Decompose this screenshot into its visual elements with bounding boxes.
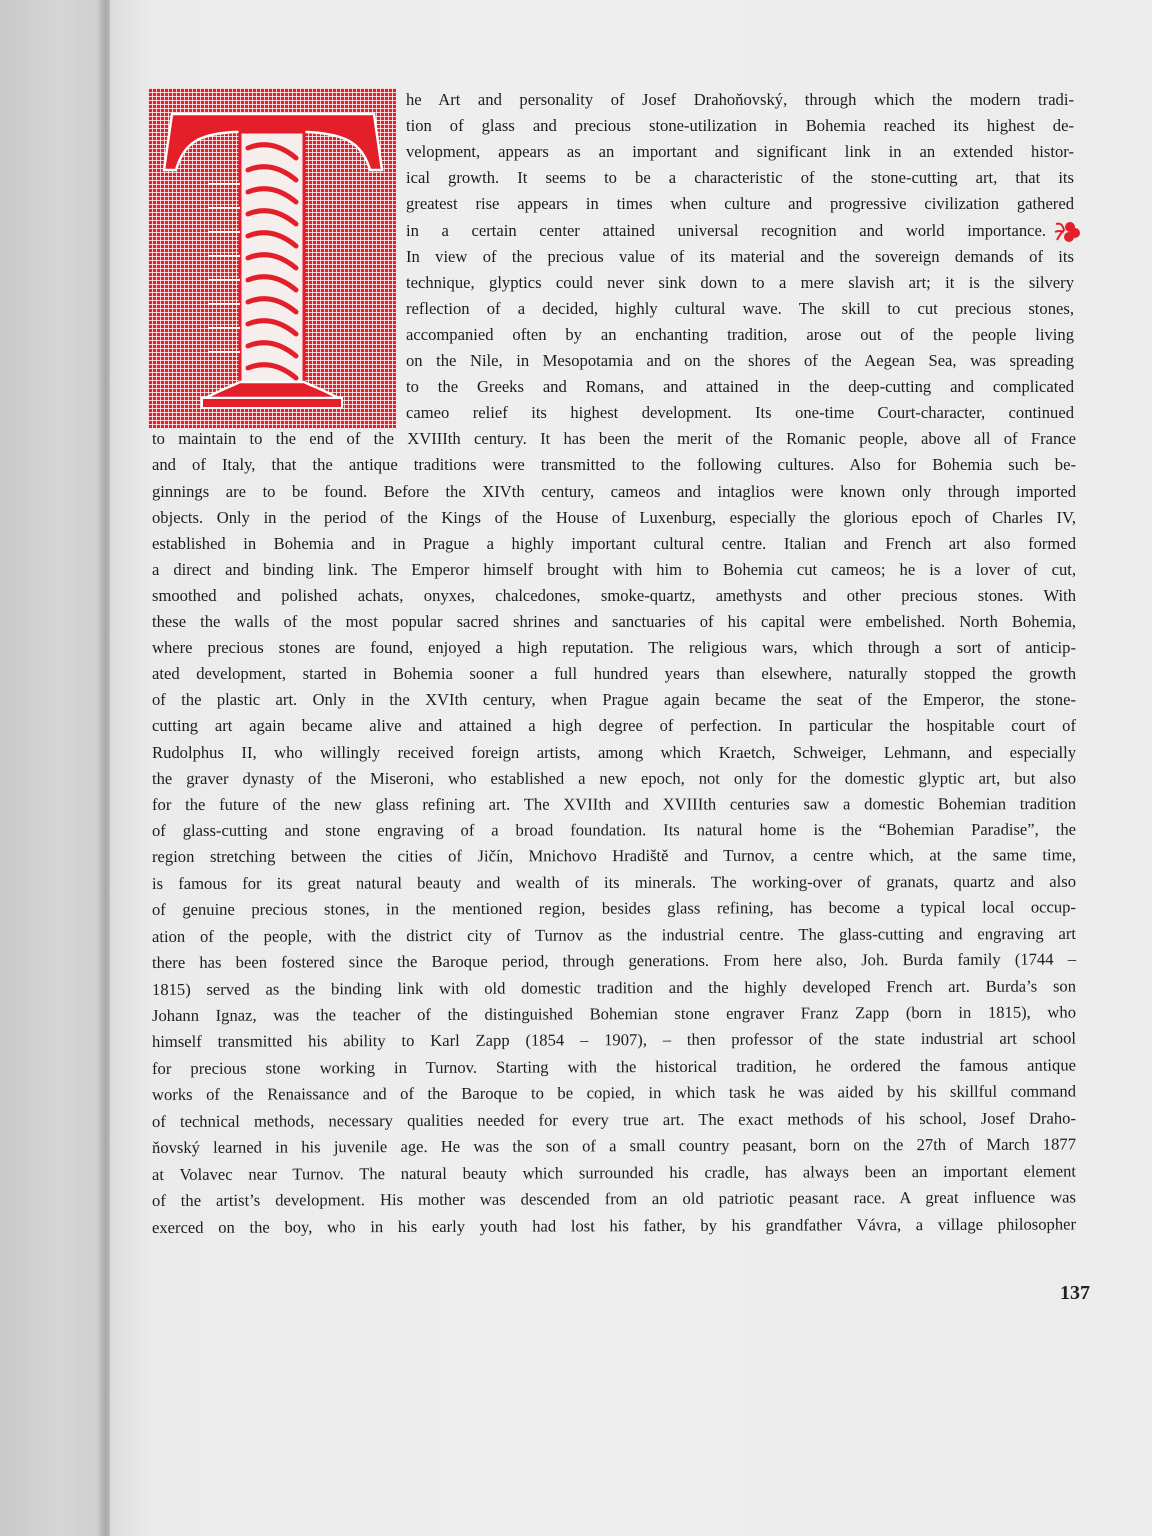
text-line: reflection of a decided, highly cultural wave. The skill to cut precious stones, (406, 298, 1074, 318)
text-line: the graver dynasty of the Miseroni, who established a new epoch, not only for the domestic glyptic art, but also (151, 768, 1077, 788)
text-line: cutting art again became alive and attained a high degree of perfection. In particular the hospitable court of (152, 716, 1076, 736)
text-line: objects. Only in the period of the Kings of the House of Luxenburg, especially the glorious epoch of Charles IV, (152, 507, 1076, 527)
text-line: Rudolphus II, who willingly received foreign artists, among which Kraetch, Schweiger, Lehmann, and especially (152, 742, 1076, 762)
text-line: cameo relief its highest development. Its one-time Court-character, continued (406, 403, 1074, 423)
text-line: exerced on the boy, who in his early youth had lost his father, by his grandfather Vávra, a village philosopher (151, 1213, 1077, 1237)
text-line: tion of glass and precious stone-utilization in Bohemia reached its highest de- (406, 116, 1074, 136)
text-line: of genuine precious stones, in the mentioned region, besides glass refining, has become a typical local occup- (151, 897, 1077, 920)
text-line: and of Italy, that the antique traditions were transmitted to the following cultures. Also for Bohemia such be- (152, 455, 1076, 475)
text-line: where precious stones are found, enjoyed a high reputation. The religious wars, which through a sort of anticip- (152, 638, 1076, 658)
text-line: ated development, started in Bohemia sooner a full hundred years than elsewhere, naturally stopped the growth (152, 664, 1076, 684)
text-line: for the future of the new glass refining art. The XVIIth and XVIIIth centuries saw a domestic Bohemian tradition (151, 793, 1077, 814)
text-line: to maintain to the end of the XVIIIth century. It has been the merit of the Romanic people, above all of France (152, 429, 1076, 449)
text-line: region stretching between the cities of Jičín, Mnichovo Hradiště and Turnov, a centre which, at the same time, (151, 845, 1077, 867)
text-line: smoothed and polished achats, onyxes, chalcedones, smoke-quartz, amethysts and other precious stones. With (152, 585, 1076, 605)
text-line: on the Nile, in Mesopotamia and on the shores of the Aegean Sea, was spreading (406, 351, 1074, 370)
text-line: is famous for its great natural beauty and wealth of its minerals. The working-over of granats, quartz and also (151, 871, 1077, 893)
text-line: he Art and personality of Josef Drahoňovský, through which the modern tradi- (406, 90, 1074, 109)
text-line: ginnings are to be found. Before the XIVth century, cameos and intaglios were known only through imported (152, 481, 1076, 501)
text-line: In view of the precious value of its material and the sovereign demands of its (406, 246, 1074, 266)
text-line: 1815) served as the binding link with old domestic tradition and the highly developed French art. Burda’s son (151, 975, 1077, 999)
text-line: at Volavec near Turnov. The natural beauty which surrounded his cradle, has always been an important element (151, 1161, 1077, 1184)
text-line: of the artist’s development. His mother was descended from an old patriotic peasant race. A great influence was (151, 1187, 1077, 1211)
text-line: a direct and binding link. The Emperor himself brought with him to Bohemia cut cameos; he is a lover of cut, (152, 559, 1076, 579)
text-line: established in Bohemia and in Prague a highly important cultural centre. Italian and French art also formed (152, 533, 1076, 553)
text-line: himself transmitted his ability to Karl Zapp (1854 – 1907), – then professor of the state industrial art school (151, 1028, 1077, 1052)
text-line: there has been fostered since the Baroque period, through generations. From here also, Joh. Burda family (1744 – (151, 949, 1077, 973)
text-line: ical growth. It seems to be a characteristic of the stone-cutting art, that its (406, 168, 1074, 188)
text-line: works of the Renaissance and of the Baroque to be copied, in which task he was aided by his skillful command (151, 1081, 1077, 1105)
text-line: these the walls of the most popular sacred shrines and sanctuaries of his capital were embelished. North Bohemia, (152, 612, 1076, 631)
text-line: to the Greeks and Romans, and attained in the deep-cutting and complicated (406, 377, 1074, 397)
text-line: technique, glyptics could never sink down to a mere slavish art; it is the silvery (406, 272, 1074, 292)
text-line: in a certain center attained universal recognition and world importance. (406, 220, 1046, 240)
text-line: ňovský learned in his juvenile age. He was the son of a small country peasant, born on the 27th of March 1877 (151, 1134, 1077, 1158)
text-line: of technical methods, necessary qualities needed for every true art. The exact methods of his school, Josef Draho- (151, 1108, 1077, 1131)
text-line: Johann Ignaz, was the teacher of the distinguished Bohemian stone engraver Franz Zapp (born in 1815), who (151, 1002, 1077, 1025)
text-line: velopment, appears as an important and significant link in an extended histor- (406, 142, 1074, 162)
text-line: of glass-cutting and stone engraving of a broad foundation. Its natural home is the “Bohemian Paradise”, the (151, 819, 1077, 840)
page-number: 137 (1060, 1282, 1090, 1304)
text-line: of the plastic art. Only in the XVIth century, when Prague again became the seat of the Emperor, the stone- (152, 690, 1076, 710)
text-line: greatest rise appears in times when culture and progressive civilization gathered (406, 194, 1074, 214)
text-line: for precious stone working in Turnov. Starting with the historical tradition, he ordered the famous antique (151, 1055, 1077, 1078)
text-line: accompanied often by an enchanting tradition, arose out of the people living (406, 324, 1074, 344)
text-line: ation of the people, with the district city of Turnov as the industrial centre. The glass-cutting and engraving art (151, 923, 1077, 946)
